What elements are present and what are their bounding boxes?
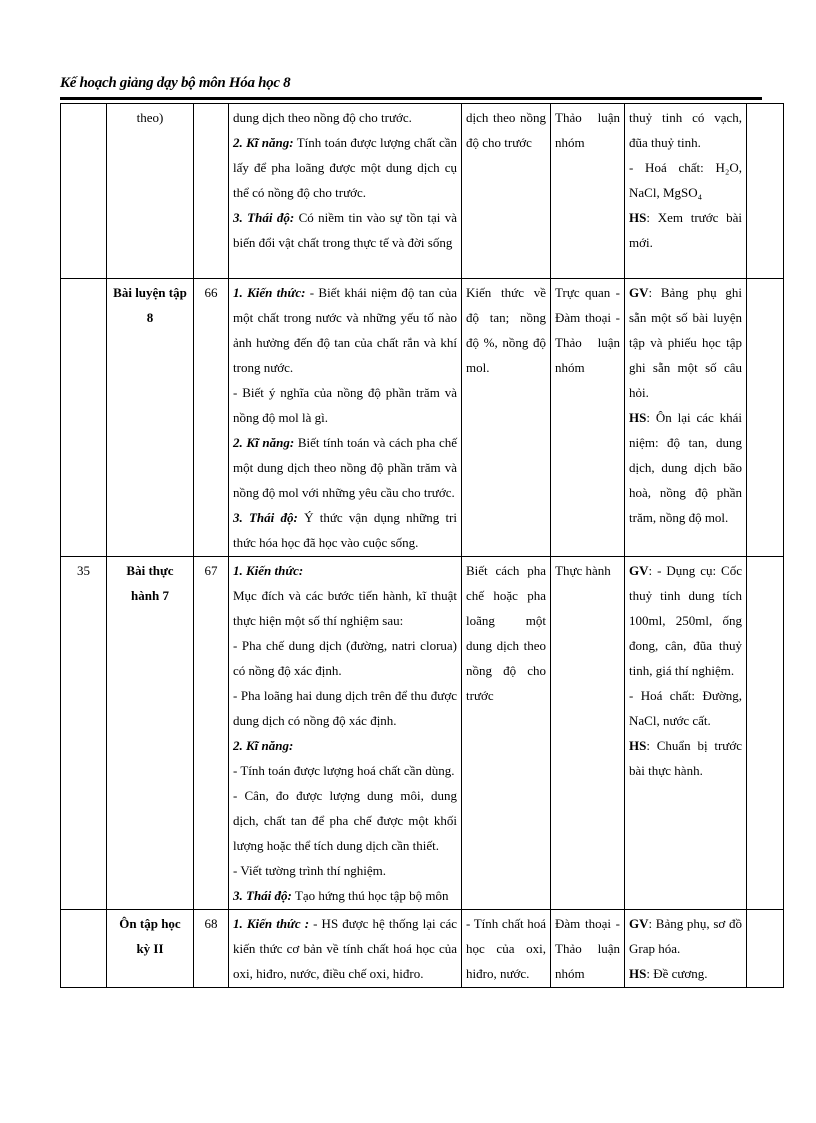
hs-text: : Ôn lại các khái niệm: độ tan, dung dịch, dung dịch bão hoà, nồng độ phần trăm, nồng độ mol. xyxy=(629,410,742,525)
content-line: - Pha loãng hai dung dịch trên để thu được dung dịch có nồng độ xác định. xyxy=(233,688,457,728)
lesson-plan-table xyxy=(60,103,784,988)
week-cell xyxy=(61,279,107,557)
method-cell: Trực quan - Đàm thoại - Thảo luận nhóm xyxy=(551,279,625,557)
attitude-label: 3. Thái độ: xyxy=(233,510,298,525)
gv-label: GV xyxy=(629,916,649,931)
content-cell xyxy=(229,910,462,988)
hs-label: HS xyxy=(629,410,647,425)
attitude-label: 3. Thái độ: xyxy=(233,888,292,903)
content-line: - Cân, đo được lượng dung môi, dung dịch, chất tan để pha chế được một khối lượng hoặc thể tích dung dịch cần thiết. xyxy=(233,788,457,853)
hs-text: : Chuẩn bị trước bài thực hành. xyxy=(629,738,742,778)
prep-cell xyxy=(625,910,747,988)
method-cell: Thực hành xyxy=(551,557,625,910)
week-cell xyxy=(61,910,107,988)
requirement-cell: Kiến thức về độ tan; nồng độ %, nồng độ mol. xyxy=(462,279,551,557)
content-line: - Biết ý nghĩa của nồng độ phần trăm và nồng độ mol là gì. xyxy=(233,385,457,425)
prep-line: - Hoá chất: Đường, NaCl, nước cất. xyxy=(629,688,742,728)
prep-line: - Hoá chất: H₂O, NaCl, MgSO₄ xyxy=(629,160,742,200)
attitude-text: Ý thức vận dụng những tri thức hóa học đã học vào cuộc sống. xyxy=(233,510,457,550)
lesson-cell: Ôn tập học kỳ II xyxy=(107,910,194,988)
note-cell xyxy=(747,910,784,988)
period-cell xyxy=(194,104,229,279)
gv-text: : - Dụng cụ: Cốc thuỷ tinh dung tích 100ml, 250ml, ống đong, cân, đũa thuỷ tinh, giá thí nghiệm. xyxy=(629,563,742,678)
content-line: - Tính toán được lượng hoá chất cần dùng. xyxy=(233,763,455,778)
hs-label: HS xyxy=(629,738,647,753)
content-line: - Viết tường trình thí nghiệm. xyxy=(233,863,386,878)
skill-text: Tính toán được lượng chất cần lấy để pha loãng được một dung dịch cụ thể có nồng độ cho trước. xyxy=(233,135,457,200)
skill-text: Biết tính toán và cách pha chế một dung dịch theo nồng độ phần trăm và nồng độ mol với những yêu cầu cho trước. xyxy=(233,435,457,500)
period-cell: 66 xyxy=(194,279,229,557)
table-row xyxy=(61,557,784,910)
page-header-title: Kế hoạch giảng dạy bộ môn Hóa học 8 xyxy=(60,75,291,91)
gv-text: : Bảng phụ ghi sẵn một số bài luyện tập và phiếu học tập ghi sẵn một số câu hỏi. xyxy=(629,285,742,400)
gv-label: GV xyxy=(629,563,649,578)
lesson-cell: theo) xyxy=(107,104,194,279)
week-cell: 35 xyxy=(61,557,107,910)
gv-label: GV xyxy=(629,285,649,300)
lesson-cell: Bài thực hành 7 xyxy=(107,557,194,910)
note-cell xyxy=(747,557,784,910)
hs-label: HS xyxy=(629,966,647,981)
prep-cell xyxy=(625,557,747,910)
hs-text: : Đề cương. xyxy=(646,966,708,981)
requirement-cell: dịch theo nồng độ cho trước xyxy=(462,104,551,279)
content-line: dung dịch theo nồng độ cho trước. xyxy=(233,110,412,125)
period-cell: 68 xyxy=(194,910,229,988)
period-cell: 67 xyxy=(194,557,229,910)
content-cell xyxy=(229,279,462,557)
attitude-label: 3. Thái độ: xyxy=(233,210,295,225)
requirement-cell: - Tính chất hoá học của oxi, hiđro, nước. xyxy=(462,910,551,988)
skill-label: 2. Kĩ năng: xyxy=(233,738,294,753)
skill-label: 2. Kĩ năng: xyxy=(233,435,295,450)
prep-line: thuỷ tinh có vạch, đũa thuỷ tinh. xyxy=(629,110,742,150)
attitude-text: Tạo hứng thú học tập bộ môn xyxy=(291,888,449,903)
header-rule xyxy=(60,97,762,100)
note-cell xyxy=(747,279,784,557)
content-line: Mục đích và các bước tiến hành, kĩ thuật thực hiện một số thí nghiệm sau: xyxy=(233,588,457,628)
week-cell xyxy=(61,104,107,279)
method-cell: Thảo luận nhóm xyxy=(551,104,625,279)
requirement-cell: Biết cách pha chế hoặc pha loãng một dung dịch theo nồng độ cho trước xyxy=(462,557,551,910)
lesson-cell: Bài luyện tập 8 xyxy=(107,279,194,557)
content-cell xyxy=(229,557,462,910)
prep-cell xyxy=(625,279,747,557)
table-row xyxy=(61,279,784,557)
knowledge-text: - Biết khái niệm độ tan của một chất trong nước và những yếu tố nào ảnh hưởng đến độ tan của chất rắn và khí trong nước. xyxy=(233,285,457,375)
table-row xyxy=(61,104,784,279)
knowledge-text: - HS được hệ thống lại các kiến thức cơ bản về tính chất hoá học của oxi, hiđro, nước, điều chế oxi, hiđro. xyxy=(233,916,458,981)
method-cell: Đàm thoại - Thảo luận nhóm xyxy=(551,910,625,988)
content-cell xyxy=(229,104,462,279)
note-cell xyxy=(747,104,784,279)
skill-label: 2. Kĩ năng: xyxy=(233,135,294,150)
hs-text: : Xem trước bài mới. xyxy=(629,210,742,250)
content-line: - Pha chế dung dịch (đường, natri clorua) có nồng độ xác định. xyxy=(233,638,457,678)
table-row xyxy=(61,910,784,988)
gv-text: : Bảng phụ, sơ đồ Grap hóa. xyxy=(629,916,742,956)
knowledge-label: 1. Kiến thức : xyxy=(233,916,310,931)
knowledge-label: 1. Kiến thức: xyxy=(233,285,306,300)
prep-cell xyxy=(625,104,747,279)
attitude-text: Có niềm tin vào sự tồn tại và biến đổi vật chất trong thực tế và đời sống xyxy=(233,210,457,250)
hs-label: HS xyxy=(629,210,647,225)
knowledge-label: 1. Kiến thức: xyxy=(233,563,304,578)
